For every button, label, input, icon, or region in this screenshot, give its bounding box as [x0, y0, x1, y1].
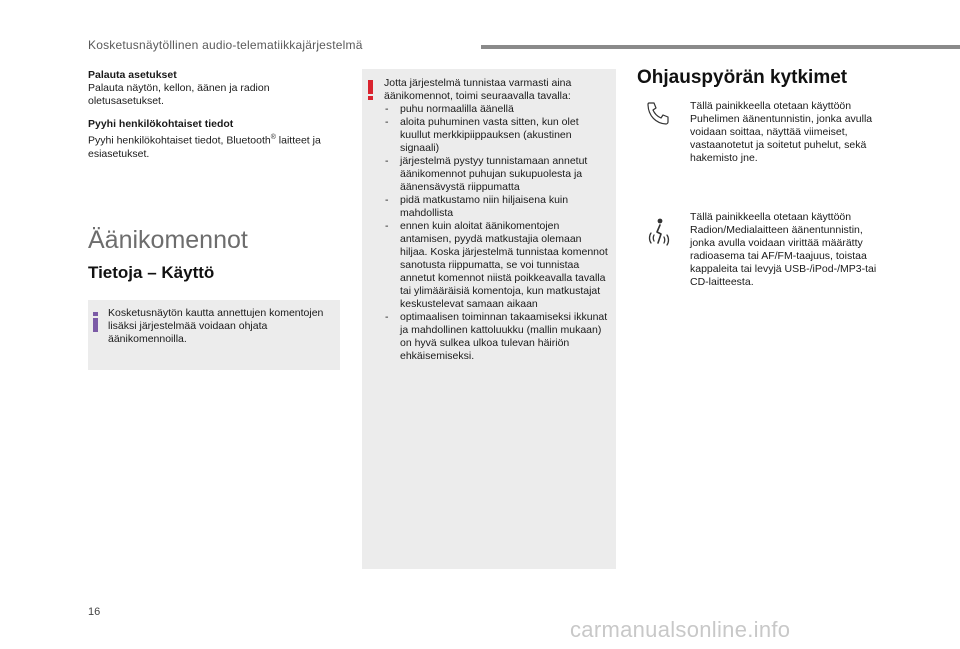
info-text: Kosketusnäytön kautta annettujen komentojen lisäksi järjestelmää voidaan ohjata äänikomennoilla.: [108, 307, 324, 345]
warning-item: - aloita puhuminen vasta sitten, kun olet kuullut merkkipiippauksen (akustinen signaali): [384, 116, 610, 155]
voice-button-description: Tällä painikkeella otetaan käyttöön Radion/Medialaitteen äänentunnistin, jonka avulla voidaan virittää määrätty radioasema tai AF/FM-taajuus, toistaa kappaleita tai levyjä USB-/iPod-/MP3-tai CD-laitteesta.: [690, 211, 877, 288]
warning-item: - pidä matkustamo niin hiljaisena kuin mahdollista: [384, 194, 610, 220]
registered-mark: ®: [270, 134, 276, 141]
warning-text: [384, 77, 610, 363]
personal-paragraph: [88, 118, 343, 161]
phone-button-description: Tällä painikkeella otetaan käyttöön Puhelimen äänentunnistin, jonka avulla voidaan soittaa, näyttää viimeiset, vastaanotetut ja soitetut puhelut, sekä hakemisto jne.: [690, 100, 873, 164]
header-bar: [481, 45, 960, 49]
warning-item: - järjestelmä pystyy tunnistamaan annetut äänikomennot puhujan sukupuolesta ja äänensävystä riippumatta: [384, 155, 610, 194]
settings-section: [88, 69, 343, 171]
watermark: carmanualsonline.info: [570, 617, 791, 642]
header-title: Kosketusnäytöllinen audio-telematiikkajärjestelmä: [88, 38, 363, 52]
reset-heading: Palauta asetukset: [88, 69, 177, 81]
section-subtitle-tietoja: Tietoja – Käyttö: [88, 263, 215, 282]
warning-item: - puhu normaalilla äänellä: [384, 103, 610, 116]
page-number: 16: [88, 606, 101, 618]
warning-item: - optimaalisen toiminnan takaamiseksi ikkunat ja mahdollinen kattoluukku (mallin mukaan) on hyvä sulkea ulkoa tulevan häiriön ehkäisemiseksi.: [384, 311, 610, 363]
section-title-ohjauspyoran-kytkimet: Ohjauspyörän kytkimet: [637, 67, 848, 88]
warning-item: - ennen kuin aloitat äänikomentojen antamisen, pyydä matkustajia olemaan hiljaa. Koska järjestelmä tunnistaa komennot sanotusta riippumatta, se voi tunnistaa annetut komennot niistä poikkeavalla tavalla tai ylimääräisiä komentoja, kun matkustajat keskustelevat samaan aikaan: [384, 220, 610, 311]
phone-icon: [645, 100, 671, 126]
reset-paragraph: [88, 69, 343, 108]
info-icon: [93, 312, 98, 332]
warning-icon: [368, 80, 373, 100]
warning-list: [384, 103, 610, 363]
personal-text-pre: Pyyhi henkilökohtaiset tiedot, Bluetooth: [88, 134, 271, 147]
personal-text-post: laitteet ja esiasetukset.: [88, 134, 321, 160]
reset-text: Palauta näytön, kellon, äänen ja radion oletusasetukset.: [88, 82, 270, 107]
voice-command-icon: [647, 217, 673, 247]
section-title-aanikomennot: Äänikomennot: [88, 226, 248, 254]
personal-heading: Pyyhi henkilökohtaiset tiedot: [88, 118, 234, 130]
warning-intro: Jotta järjestelmä tunnistaa varmasti aina äänikomennot, toimi seuraavalla tavalla:: [384, 77, 572, 102]
